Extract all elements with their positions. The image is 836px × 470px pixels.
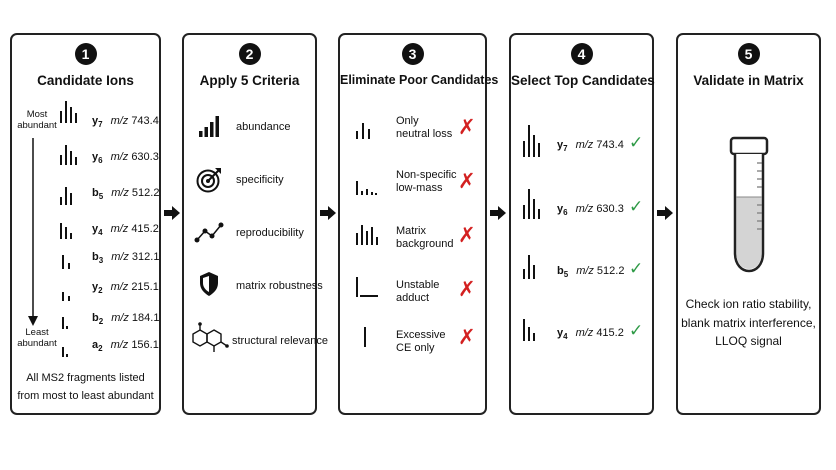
step-title: Candidate Ions	[37, 73, 134, 88]
check-icon: ✓	[629, 259, 644, 279]
most-abundant-label: Most abundant	[17, 109, 57, 131]
ion-label: $y_6$ m/z 630.3	[92, 151, 159, 166]
ion-label: $b_3$ m/z 312.1	[92, 251, 160, 266]
ion-label: $y_6$ m/z 630.3	[557, 203, 624, 218]
criterion-label: specificity	[236, 174, 284, 186]
ion-label: $y_7$ m/z 743.4	[92, 115, 159, 130]
eliminated-label: Non-specific low-mass	[396, 169, 457, 194]
cross-icon: ✗	[458, 169, 476, 193]
step-title: Select Top Candidates	[511, 73, 655, 88]
step-number: 1	[75, 43, 97, 65]
step-number: 3	[402, 43, 424, 65]
spectrum-icon	[356, 117, 376, 139]
step-number: 2	[239, 43, 261, 65]
spectrum-icon	[60, 247, 78, 269]
criterion-label: reproducibility	[236, 227, 304, 239]
eliminated-label: Excessive CE only	[396, 329, 446, 354]
step-3-panel	[338, 33, 499, 415]
spectrum-icon	[356, 173, 380, 195]
flow-arrow-icon	[490, 206, 506, 220]
spectrum-icon	[60, 279, 78, 301]
ion-label: $a_2$ m/z 156.1	[92, 339, 159, 354]
spectrum-icon	[60, 335, 78, 357]
eliminated-label: Matrix background	[396, 225, 454, 250]
shield-icon	[198, 271, 220, 297]
flow-arrow-icon	[320, 206, 336, 220]
spectrum-icon	[364, 325, 374, 347]
spectrum-icon	[60, 101, 78, 123]
check-icon: ✓	[629, 197, 644, 217]
check-icon: ✓	[629, 133, 644, 153]
step-title: Validate in Matrix	[693, 73, 804, 88]
step-1-panel	[10, 33, 161, 415]
spectrum-icon	[60, 217, 78, 239]
step-2-panel	[182, 33, 328, 415]
cross-icon: ✗	[458, 325, 476, 349]
spectrum-icon	[60, 183, 78, 205]
ion-label: $y_4$ m/z 415.2	[557, 327, 624, 342]
spectrum-icon	[523, 121, 545, 157]
cross-icon: ✗	[458, 115, 476, 139]
criterion-label: matrix robustness	[236, 280, 323, 292]
ion-label: $b_2$ m/z 184.1	[92, 312, 160, 327]
ion-label: $b_5$ m/z 512.2	[557, 265, 625, 280]
target-icon	[196, 167, 222, 193]
step-number: 5	[738, 43, 760, 65]
spectrum-icon	[60, 143, 78, 165]
spectrum-icon	[356, 223, 380, 245]
criterion-label: abundance	[236, 121, 291, 133]
test-tube-icon	[726, 135, 772, 275]
check-icon: ✓	[629, 321, 644, 341]
ion-label: $y_2$ m/z 215.1	[92, 281, 159, 296]
ion-label: $b_5$ m/z 512.2	[92, 187, 160, 202]
spectrum-icon	[523, 185, 545, 219]
spectrum-icon	[60, 307, 78, 329]
spectrum-icon	[523, 317, 545, 341]
ions-footnote: All MS2 fragments listed from most to least abundant	[17, 372, 154, 402]
step-title: Apply 5 Criteria	[199, 73, 300, 88]
spectrum-icon	[356, 275, 380, 297]
abundance-down-arrow-icon	[27, 138, 39, 328]
step-title: Eliminate Poor Candidates	[340, 73, 499, 87]
trend-line-icon	[194, 221, 224, 243]
eliminated-label: Only neutral loss	[396, 115, 453, 140]
cross-icon: ✗	[458, 277, 476, 301]
spectrum-icon	[523, 253, 545, 279]
cross-icon: ✗	[458, 223, 476, 247]
criterion-label: structural relevance	[232, 335, 328, 347]
ion-label: $y_7$ m/z 743.4	[557, 139, 624, 154]
bar-chart-icon	[198, 115, 222, 137]
step-4-panel	[509, 33, 654, 415]
eliminated-label: Unstable adduct	[396, 279, 440, 304]
flow-arrow-icon	[657, 206, 673, 220]
ion-label: $y_4$ m/z 415.2	[92, 223, 159, 238]
step-5-panel	[676, 33, 821, 415]
least-abundant-label: Least abundant	[17, 327, 57, 349]
molecule-icon	[190, 321, 230, 355]
step-number: 4	[571, 43, 593, 65]
validation-text: Check ion ratio stability, blank matrix interference, LLOQ signal	[681, 297, 816, 348]
flow-arrow-icon	[164, 206, 180, 220]
